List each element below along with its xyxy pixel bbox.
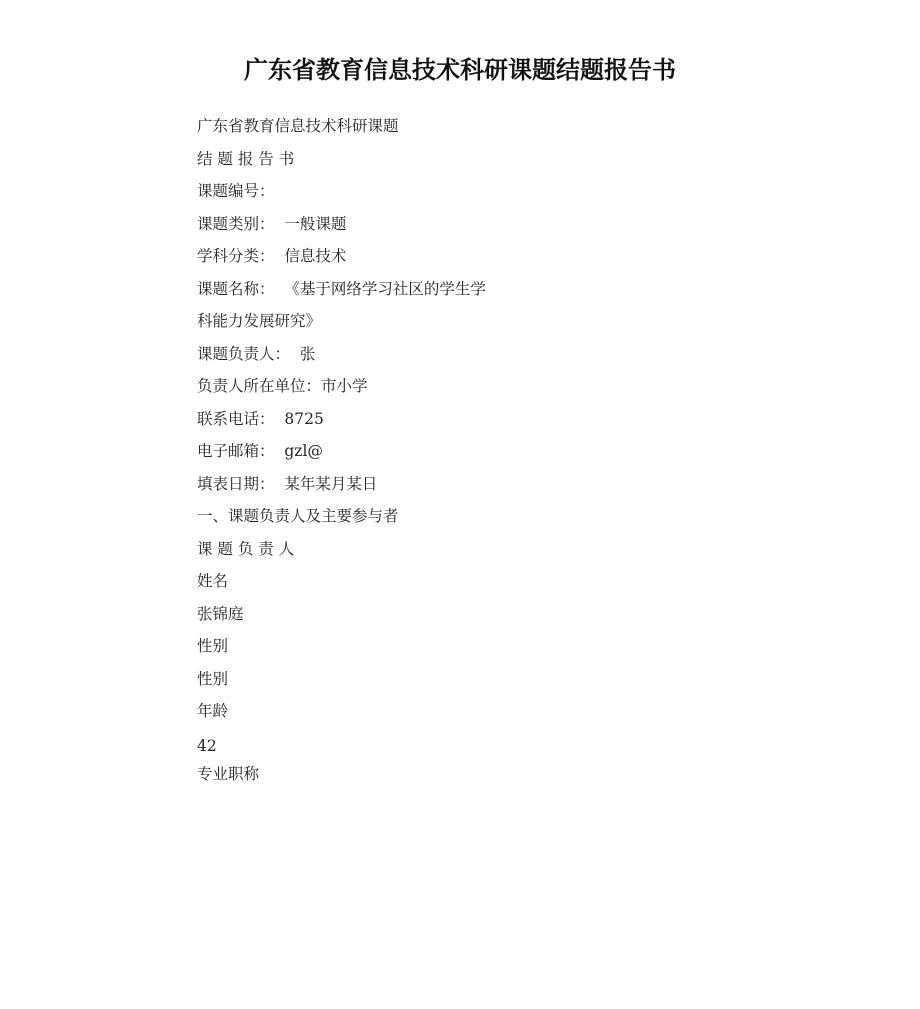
report-heading-line: 广东省教育信息技术科研课题 [197,117,399,135]
age-label: 年龄 [197,702,229,720]
subject-classification-line: 学科分类： 信息技术 [197,247,347,265]
age-value: 42 [197,736,217,755]
project-leader-line: 课题负责人： 张 [197,344,316,363]
email-line: 电子邮箱： gzl@ [197,442,323,460]
name-value: 张锦庭 [197,604,244,623]
project-name-continuation-line: 科能力发展研究》 [197,312,322,330]
name-label: 姓名 [197,572,229,590]
professional-title-label: 专业职称 [197,764,260,783]
phone-line: 联系电话： 8725 [197,409,324,428]
report-subheading-line: 结 题 报 告 书 [197,149,295,168]
project-number-line: 课题编号： [197,182,275,200]
leader-unit-line: 负责人所在单位：市小学 [197,377,368,395]
gender-label-repeat: 性别 [197,669,229,688]
document-body [197,110,797,790]
fill-date-line: 填表日期： 某年某月某日 [197,474,378,493]
gender-label: 性别 [197,637,229,655]
project-category-line: 课题类别： 一般课题 [197,214,347,233]
project-name-line: 课题名称： 《基于网络学习社区的学生学 [197,279,486,298]
section-one-heading: 一、课题负责人及主要参与者 [197,507,399,525]
leader-section-heading: 课 题 负 责 人 [197,539,295,558]
document-title: 广东省教育信息技术科研课题结题报告书 [244,56,676,84]
